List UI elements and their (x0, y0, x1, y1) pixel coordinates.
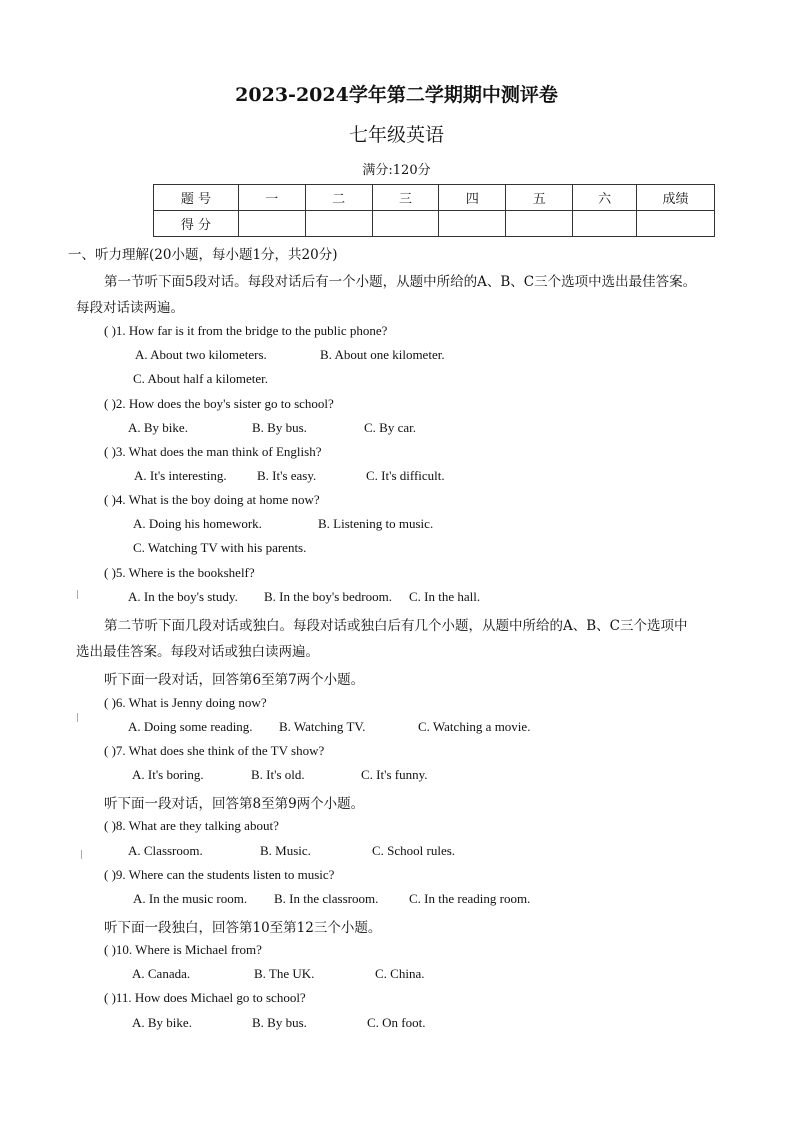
option-c: C. By car. (364, 420, 416, 435)
score-cell[interactable] (506, 211, 573, 237)
option-b: B. About one kilometer. (320, 347, 445, 362)
table-cell: 一 (238, 185, 305, 211)
option-a: A. By bike. (128, 420, 188, 435)
option-c: C. About half a kilometer. (133, 371, 269, 386)
full-mark: 满分:120分 (362, 163, 431, 178)
option-a: A. Canada. (132, 966, 191, 981)
option-b: B. In the boy's bedroom. (264, 589, 392, 604)
score-cell[interactable] (238, 211, 305, 237)
question-2: ( )2. How does the boy's sister go to school? (104, 396, 334, 411)
score-cell[interactable] (305, 211, 372, 237)
margin-mark (81, 850, 82, 859)
table-cell: 题 号 (154, 185, 239, 211)
group-heading-6-7: 听下面一段对话，回答第6至第7两个小题。 (104, 672, 365, 688)
question-7: ( )7. What does she think of the TV show? (104, 743, 325, 758)
option-b: B. Watching TV. (279, 719, 366, 734)
score-cell[interactable] (573, 211, 637, 237)
question-8: ( )8. What are they talking about? (104, 818, 279, 833)
question-4: ( )4. What is the boy doing at home now? (104, 492, 320, 507)
option-b: B. By bus. (252, 420, 307, 435)
option-b: B. The UK. (254, 966, 315, 981)
table-cell: 成绩 (637, 185, 715, 211)
option-b: B. It's easy. (257, 468, 317, 483)
option-b: B. Music. (260, 843, 311, 858)
table-cell: 三 (372, 185, 439, 211)
table-cell: 六 (573, 185, 637, 211)
section-heading: 一、听力理解(20小题，每小题1分，共20分) (68, 247, 338, 263)
option-a: A. By bike. (132, 1015, 192, 1030)
option-a: A. It's boring. (132, 767, 204, 782)
part2-instruction-cont: 选出最佳答案。每段对话或独白读两遍。 (76, 644, 319, 660)
score-cell[interactable] (372, 211, 439, 237)
margin-mark (77, 590, 78, 599)
option-a: A. Doing his homework. (133, 516, 262, 531)
question-11: ( )11. How does Michael go to school? (104, 990, 306, 1005)
table-cell: 五 (506, 185, 573, 211)
option-a: A. Classroom. (128, 843, 203, 858)
option-a: A. Doing some reading. (128, 719, 253, 734)
score-table-header-row (154, 185, 715, 211)
margin-mark (77, 713, 78, 722)
option-a: A. It's interesting. (134, 468, 227, 483)
option-c: C. Watching TV with his parents. (133, 540, 307, 555)
score-table (153, 184, 715, 237)
question-5: ( )5. Where is the bookshelf? (104, 565, 255, 580)
score-table-score-row (154, 211, 715, 237)
option-c: C. In the reading room. (409, 891, 531, 906)
option-b: B. By bus. (252, 1015, 307, 1030)
part1-instruction-cont: 每段对话读两遍。 (76, 300, 184, 316)
question-3: ( )3. What does the man think of English? (104, 444, 322, 459)
option-c: C. China. (375, 966, 425, 981)
option-a: A. In the music room. (133, 891, 248, 906)
option-a: A. In the boy's study. (128, 589, 238, 604)
option-c: C. It's funny. (361, 767, 428, 782)
option-b: B. It's old. (251, 767, 305, 782)
part1-instruction: 第一节听下面5段对话。每段对话后有一个小题，从题中所给的A、B、C三个选项中选出最佳答案。 (104, 274, 697, 290)
table-cell: 四 (439, 185, 506, 211)
exam-subtitle: 七年级英语 (348, 124, 444, 146)
part2-instruction: 第二节听下面几段对话或独白。每段对话或独白后有几个小题，从题中所给的A、B、C三个选项中 (104, 618, 688, 634)
group-heading-10-12: 听下面一段独白，回答第10至第12三个小题。 (104, 920, 382, 936)
option-b: B. In the classroom. (274, 891, 379, 906)
option-c: C. School rules. (372, 843, 456, 858)
exam-title: 2023-2024学年第二学期期中测评卷 (235, 84, 558, 106)
option-c: C. Watching a movie. (418, 719, 531, 734)
option-b: B. Listening to music. (318, 516, 434, 531)
question-9: ( )9. Where can the students listen to music? (104, 867, 335, 882)
table-cell: 二 (305, 185, 372, 211)
table-cell: 得 分 (154, 211, 239, 237)
score-cell[interactable] (637, 211, 715, 237)
score-cell[interactable] (439, 211, 506, 237)
option-c: C. On foot. (367, 1015, 426, 1030)
question-10: ( )10. Where is Michael from? (104, 942, 262, 957)
group-heading-8-9: 听下面一段对话，回答第8至第9两个小题。 (104, 796, 365, 812)
question-1: ( )1. How far is it from the bridge to the public phone? (104, 323, 388, 338)
option-a: A. About two kilometers. (135, 347, 267, 362)
question-6: ( )6. What is Jenny doing now? (104, 695, 267, 710)
option-c: C. In the hall. (409, 589, 481, 604)
option-c: C. It's difficult. (366, 468, 445, 483)
